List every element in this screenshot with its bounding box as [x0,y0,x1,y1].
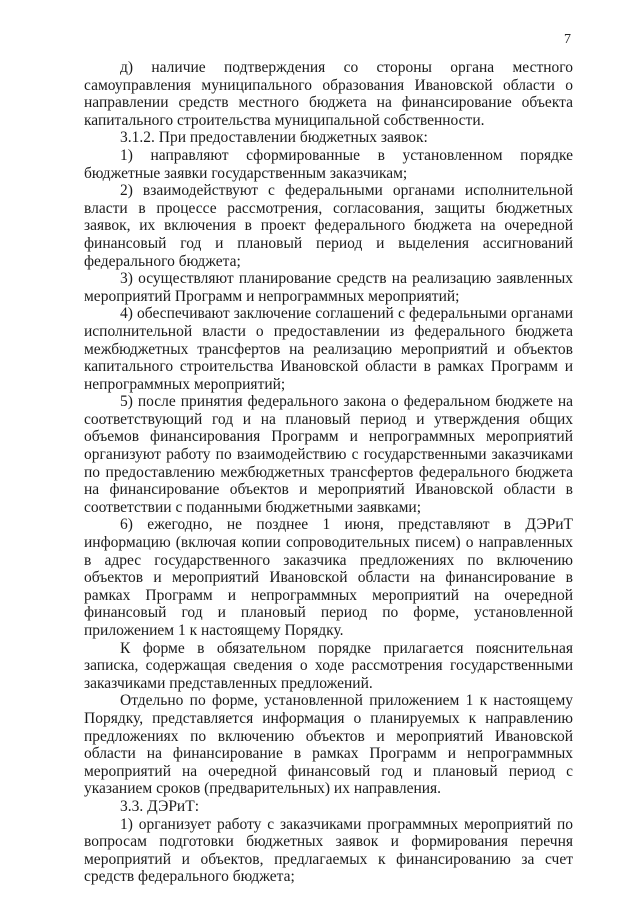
section-heading-3-1-2: 3.1.2. При предоставлении бюджетных заявок: [120,129,428,147]
list-item-4: 4) обеспечивают заключение соглашений с федеральными органами исполнительной власти о предоставлении из федерального бюджета межбюджетных трансфертов на реализацию мероприятий и объектов капитального строительства Ивановской области в рамках Программ и непрограммных мероприятий; [84,305,573,393]
list-item-3: 3) осуществляют планирование средств на реализацию заявленных мероприятий Программ и непрограммных мероприятий; [84,270,573,305]
list-item-6: 6) ежегодно, не позднее 1 июня, представляют в ДЭРиТ информацию (включая копии сопроводительных писем) о направленных в адрес государственного заказчика предложениях по включению объектов и мероприятий Ивановской области на финансирование в рамках Программ и непрограммных мероприятий на очередной финансовый год и плановый период по форме, установленной приложением 1 к настоящему Порядку. [84,516,573,639]
paragraph-separate-form: Отдельно по форме, установленной приложением 1 к настоящему Порядку, представляется информация о планируемых к направлению предложениях по включению объектов и мероприятий Ивановской области на финансирование в рамках Программ и непрограммных мероприятий на очередной финансовый год и плановый период с указанием сроков (предварительных) их направления. [84,692,573,798]
list-item-3-3-1: 1) организует работу с заказчиками программных мероприятий по вопросам подготовки бюджетных заявок и формирования перечня мероприятий и объектов, предлагаемых к финансированию за счет средств федерального бюджета; [84,815,573,886]
paragraph-explanatory-note: К форме в обязательном порядке прилагается пояснительная записка, содержащая сведения о ходе рассмотрения государственными заказчиками представленных предложений. [84,639,573,692]
paragraph-item-d: д) наличие подтверждения со стороны органа местного самоуправления муниципального образования Ивановской области о направлении средств местного бюджета на финансирование объекта капитального строительства муниципальной собственности. [84,59,573,129]
list-item-5: 5) после принятия федерального закона о федеральном бюджете на соответствующий год и на плановый период и утверждения общих объемов финансирования Программ и непрограммных мероприятий организуют работу по взаимодействию с государственными заказчиками по предоставлению межбюджетных трансфертов федерального бюджета на финансирование объектов и мероприятий Ивановской области в соответствии с поданными бюджетными заявками; [84,393,573,516]
list-item-2: 2) взаимодействуют с федеральными органами исполнительной власти в процессе рассмотрения, согласования, защиты бюджетных заявок, их включения в проект федерального бюджета на очередной финансовый год и плановый период и выделения ассигнований федерального бюджета; [84,182,573,270]
section-heading-3-3: 3.3. ДЭРиТ: [120,797,200,815]
list-item-1: 1) направляют сформированные в установленном порядке бюджетные заявки государственным заказчикам; [84,146,573,182]
page-number: 7 [564,32,571,47]
document-body [84,59,573,886]
